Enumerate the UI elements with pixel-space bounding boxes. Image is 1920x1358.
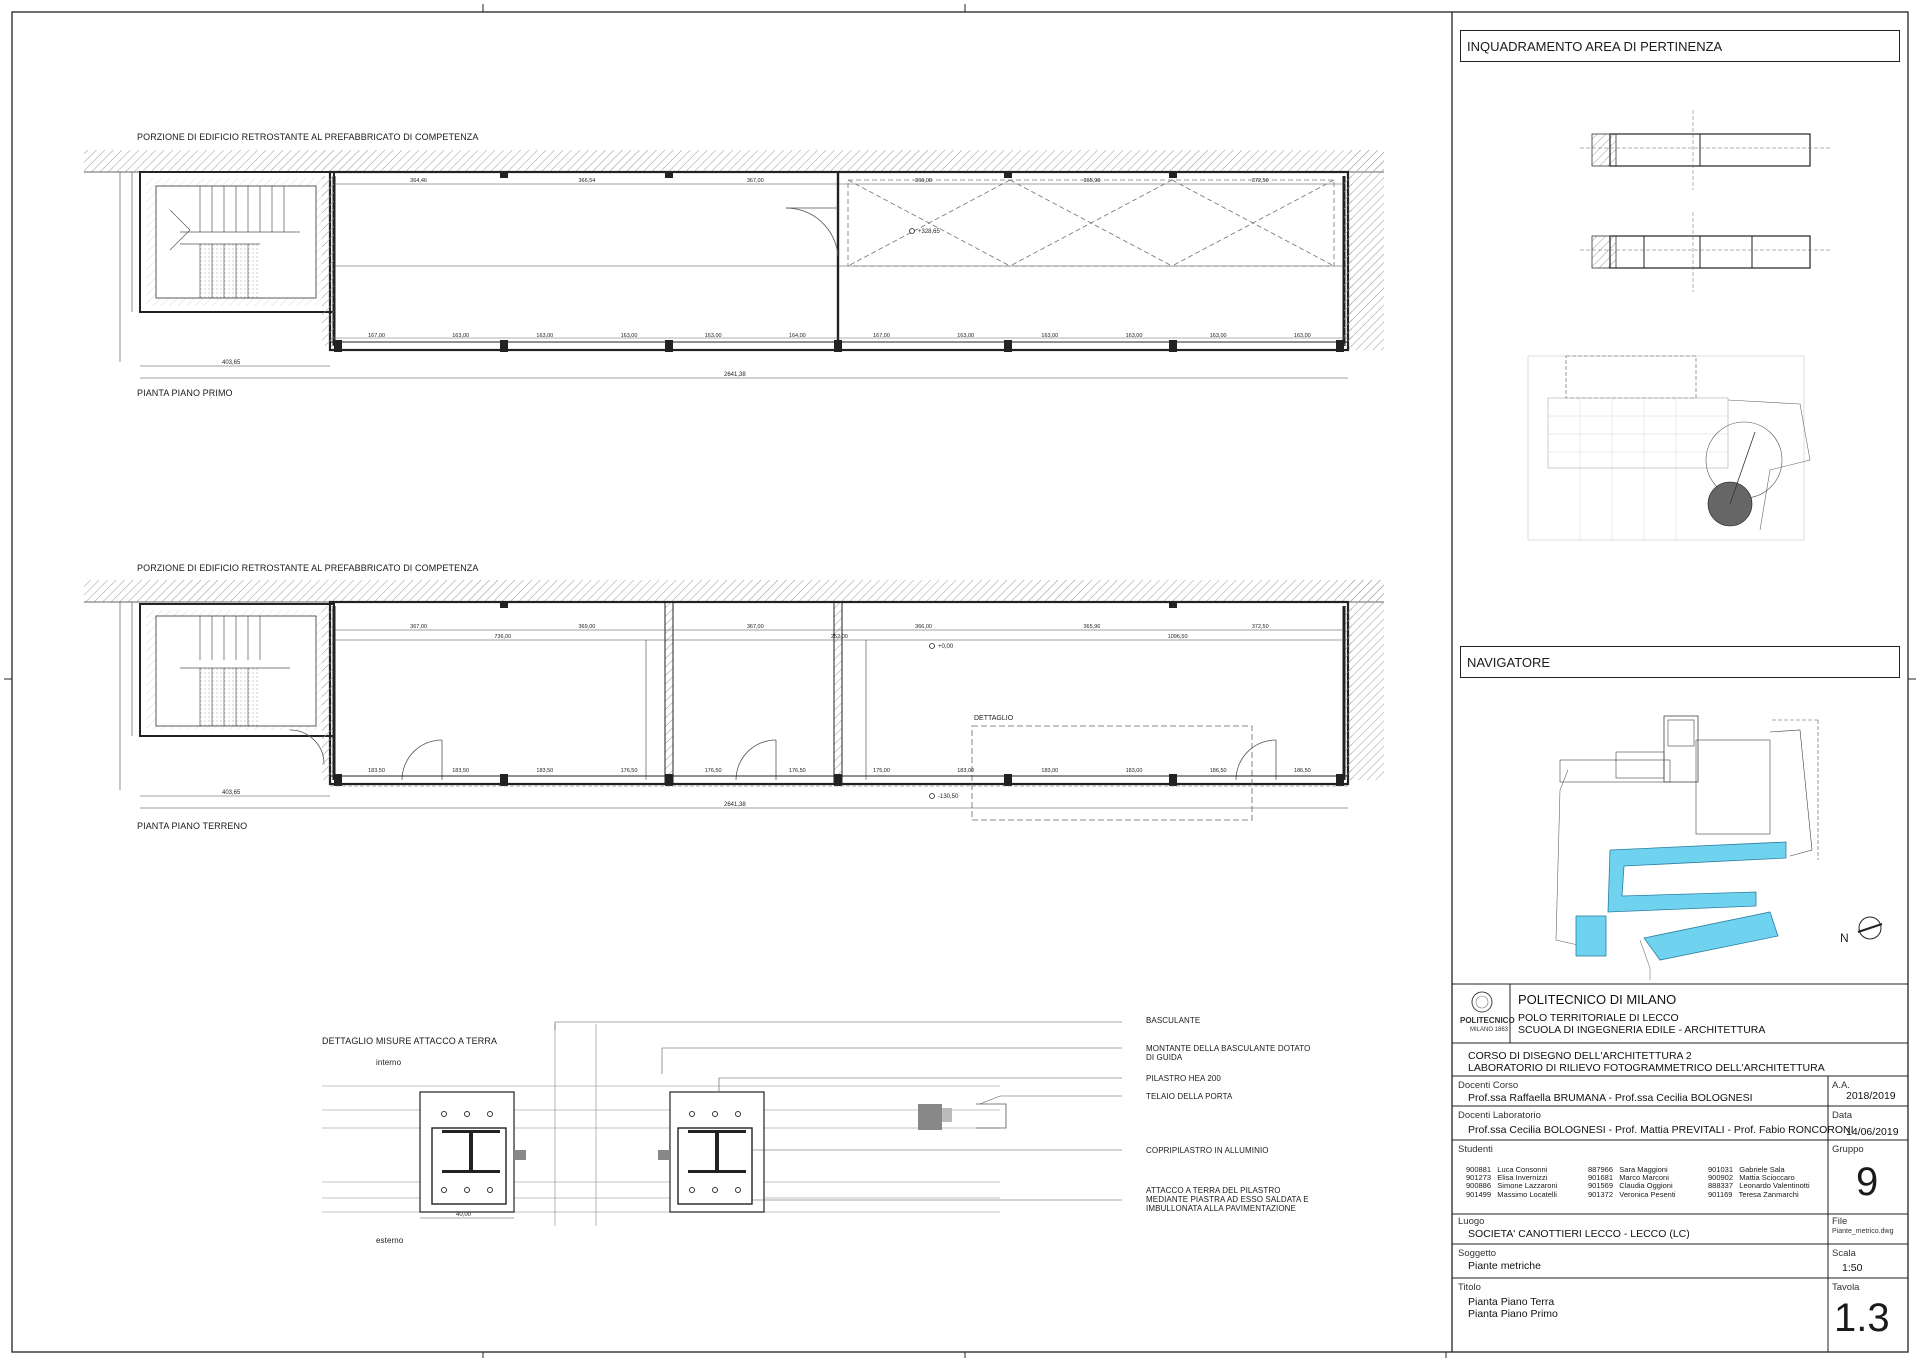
dim-lower-top: 369,00 <box>578 624 596 630</box>
dim-lower-top: 367,00 <box>410 624 427 630</box>
dim-upper-bottom: 164,00 <box>788 333 806 339</box>
aa-label: A.A. <box>1832 1080 1850 1091</box>
dim-lower-bottom: 183,00 <box>1041 768 1059 774</box>
dim-lower-mid: 736,00 <box>494 634 512 640</box>
logo-sub: MILANO 1863 <box>1470 1027 1509 1033</box>
politecnico-seal-icon <box>1472 992 1492 1012</box>
data-value: 14/06/2019 <box>1846 1126 1899 1138</box>
dim-upper-top: 364,46 <box>410 178 427 184</box>
titolo-label: Titolo <box>1458 1282 1481 1293</box>
tavola-label: Tavola <box>1832 1282 1860 1293</box>
callout-pilastro: PILASTRO HEA 200 <box>1146 1074 1221 1083</box>
dettaglio-label: DETTAGLIO <box>974 715 1014 722</box>
dim-upper-bottom: 163,00 <box>1041 333 1059 339</box>
stair-width-upper: 403,65 <box>222 360 241 366</box>
lower-plan-title: PIANTA PIANO TERRENO <box>137 821 248 831</box>
school-name: SCUOLA DI INGEGNERIA EDILE - ARCHITETTURA <box>1518 1024 1766 1036</box>
dim-lower-mid: 252,00 <box>831 634 848 640</box>
dim-lower-top: 366,00 <box>915 624 932 630</box>
dim-lower-bottom: 183,50 <box>368 768 385 774</box>
tavola-value: 1.3 <box>1834 1296 1890 1340</box>
dim-lower-top: 367,00 <box>746 624 764 630</box>
upper-plan-caption: PORZIONE DI EDIFICIO RETROSTANTE AL PREFABBRICATO DI COMPETENZA <box>137 132 479 142</box>
dim-lower-mid: 1096,50 <box>1167 634 1188 640</box>
docenti-lab: Prof.ssa Cecilia BOLOGNESI - Prof. Mattia PREVITALI - Prof. Fabio RONCORONI <box>1468 1124 1854 1136</box>
aa-value: 2018/2019 <box>1846 1090 1896 1102</box>
dim-lower-bottom: 175,00 <box>873 768 890 774</box>
logo-name: POLITECNICO <box>1460 1016 1515 1025</box>
level-mark-ground: +0,00 <box>938 644 954 650</box>
panel-inquadramento <box>1460 30 1900 610</box>
titolo-line-1: Pianta Piano Terra <box>1468 1296 1555 1308</box>
studenti-label: Studenti <box>1458 1144 1493 1155</box>
campus-name: POLO TERRITORIALE DI LECCO <box>1518 1012 1679 1024</box>
stair-width-lower: 403,65 <box>222 790 241 796</box>
plan-ground-floor <box>84 580 1384 820</box>
dim-upper-bottom: 163,00 <box>452 333 470 339</box>
dim-upper-bottom: 163,00 <box>704 333 722 339</box>
dim-lower-top: 365,96 <box>1083 624 1101 630</box>
institution-name: POLITECNICO DI MILANO <box>1518 992 1677 1007</box>
detail-title: DETTAGLIO MISURE ATTACCO A TERRA <box>322 1036 498 1046</box>
docenti-lab-label: Docenti Laboratorio <box>1458 1110 1541 1121</box>
upper-plan-title: PIANTA PIANO PRIMO <box>137 388 233 398</box>
dim-upper-bottom: 163,00 <box>1125 333 1143 339</box>
level-mark-first: +328,65 <box>918 229 940 235</box>
dim-upper-bottom: 163,00 <box>536 333 554 339</box>
ground-attachment-detail <box>322 1022 1122 1226</box>
dim-lower-bottom: 183,00 <box>957 768 975 774</box>
dim-lower-bottom: 176,50 <box>704 768 722 774</box>
dim-lower-bottom: 183,00 <box>1125 768 1143 774</box>
dim-upper-bottom: 163,00 <box>1209 333 1227 339</box>
total-length-upper: 2641,38 <box>724 372 746 378</box>
callout-montante: MONTANTE DELLA BASCULANTE DOTATO DI GUIDA <box>1146 1044 1311 1062</box>
gruppo-value: 9 <box>1856 1160 1879 1204</box>
site-navigator-map <box>1556 716 1882 980</box>
total-length-lower: 2641,38 <box>724 802 746 808</box>
dim-upper-top: 367,00 <box>746 178 764 184</box>
dim-upper-bottom: 167,00 <box>368 333 385 339</box>
north-label: N <box>1840 931 1849 945</box>
lower-plan-caption: PORZIONE DI EDIFICIO RETROSTANTE AL PREFABBRICATO DI COMPETENZA <box>137 563 479 573</box>
dim-upper-top: 365,96 <box>1083 178 1101 184</box>
dim-upper-top: 372,50 <box>1251 178 1269 184</box>
scala-label: Scala <box>1832 1248 1856 1259</box>
dim-lower-bottom: 176,50 <box>620 768 638 774</box>
callout-copripilastro: COPRIPILASTRO IN ALLUMINIO <box>1146 1146 1269 1155</box>
detail-dim-width: 40,00 <box>456 1212 472 1218</box>
dim-lower-bottom: 176,50 <box>788 768 806 774</box>
dim-lower-bottom: 183,50 <box>536 768 554 774</box>
dim-lower-bottom: 186,50 <box>1293 768 1311 774</box>
file-label: File <box>1832 1216 1848 1227</box>
navigatore-header <box>1460 646 1900 678</box>
docenti-corso-label: Docenti Corso <box>1458 1080 1519 1091</box>
luogo-value: SOCIETA' CANOTTIERI LECCO - LECCO (LC) <box>1468 1228 1690 1240</box>
titolo-line-2: Pianta Piano Primo <box>1468 1308 1558 1320</box>
detail-esterno: esterno <box>376 1236 404 1245</box>
callout-telaio: TELAIO DELLA PORTA <box>1146 1092 1233 1101</box>
inquadramento-header <box>1460 30 1900 62</box>
soggetto-label: Soggetto <box>1458 1248 1497 1259</box>
inquadramento-title: INQUADRAMENTO AREA DI PERTINENZA <box>1467 39 1723 54</box>
dim-upper-bottom: 163,00 <box>620 333 638 339</box>
students-col-2: 887966 Sara Maggioni 901681 Marco Marconi 901569 Claudia Oggioni 901372 Veronica Pesenti <box>1588 1165 1676 1199</box>
students-col-3: 901031 Gabriele Sala 900902 Mattia Scioccaro 888337 Leonardo Valentinotti 901169 Teresa Zanmarchi <box>1708 1165 1810 1199</box>
soggetto-value: Piante metriche <box>1468 1260 1541 1272</box>
gruppo-label: Gruppo <box>1832 1144 1864 1155</box>
docenti-corso: Prof.ssa Raffaella BRUMANA - Prof.ssa Cecilia BOLOGNESI <box>1468 1092 1753 1104</box>
course-name: CORSO DI DISEGNO DELL'ARCHITETTURA 2 <box>1468 1050 1692 1062</box>
callout-attacco: ATTACCO A TERRA DEL PILASTRO MEDIANTE PIASTRA AD ESSO SALDATA E IMBULLONATA ALLA PAVIMENTAZIONE <box>1146 1186 1309 1213</box>
dim-lower-top: 372,50 <box>1251 624 1269 630</box>
dim-lower-bottom: 183,50 <box>452 768 470 774</box>
dim-upper-bottom: 163,00 <box>957 333 975 339</box>
dim-lower-bottom: 186,50 <box>1209 768 1227 774</box>
scala-value: 1:50 <box>1842 1262 1863 1274</box>
level-mark-ground-2: -130,50 <box>938 794 959 800</box>
file-value: Piante_metrico.dwg <box>1832 1228 1894 1235</box>
data-label: Data <box>1832 1110 1853 1121</box>
dim-upper-top: 366,54 <box>578 178 596 184</box>
callout-basculante: BASCULANTE <box>1146 1016 1201 1025</box>
dim-upper-top: 366,00 <box>915 178 932 184</box>
navigatore-title: NAVIGATORE <box>1467 655 1551 670</box>
key-plan-mini <box>1528 110 1830 540</box>
lab-name: LABORATORIO DI RILIEVO FOTOGRAMMETRICO DELL'ARCHITETTURA <box>1468 1062 1825 1074</box>
dim-upper-bottom: 167,00 <box>873 333 890 339</box>
luogo-label: Luogo <box>1458 1216 1485 1227</box>
detail-interno: interno <box>376 1058 402 1067</box>
dim-upper-bottom: 163,00 <box>1293 333 1311 339</box>
plan-first-floor <box>84 150 1384 378</box>
students-col-1: 900881 Luca Consonni 901273 Elisa Invernizzi 900886 Simone Lazzaroni 901499 Massimo Locatelli <box>1466 1165 1558 1199</box>
